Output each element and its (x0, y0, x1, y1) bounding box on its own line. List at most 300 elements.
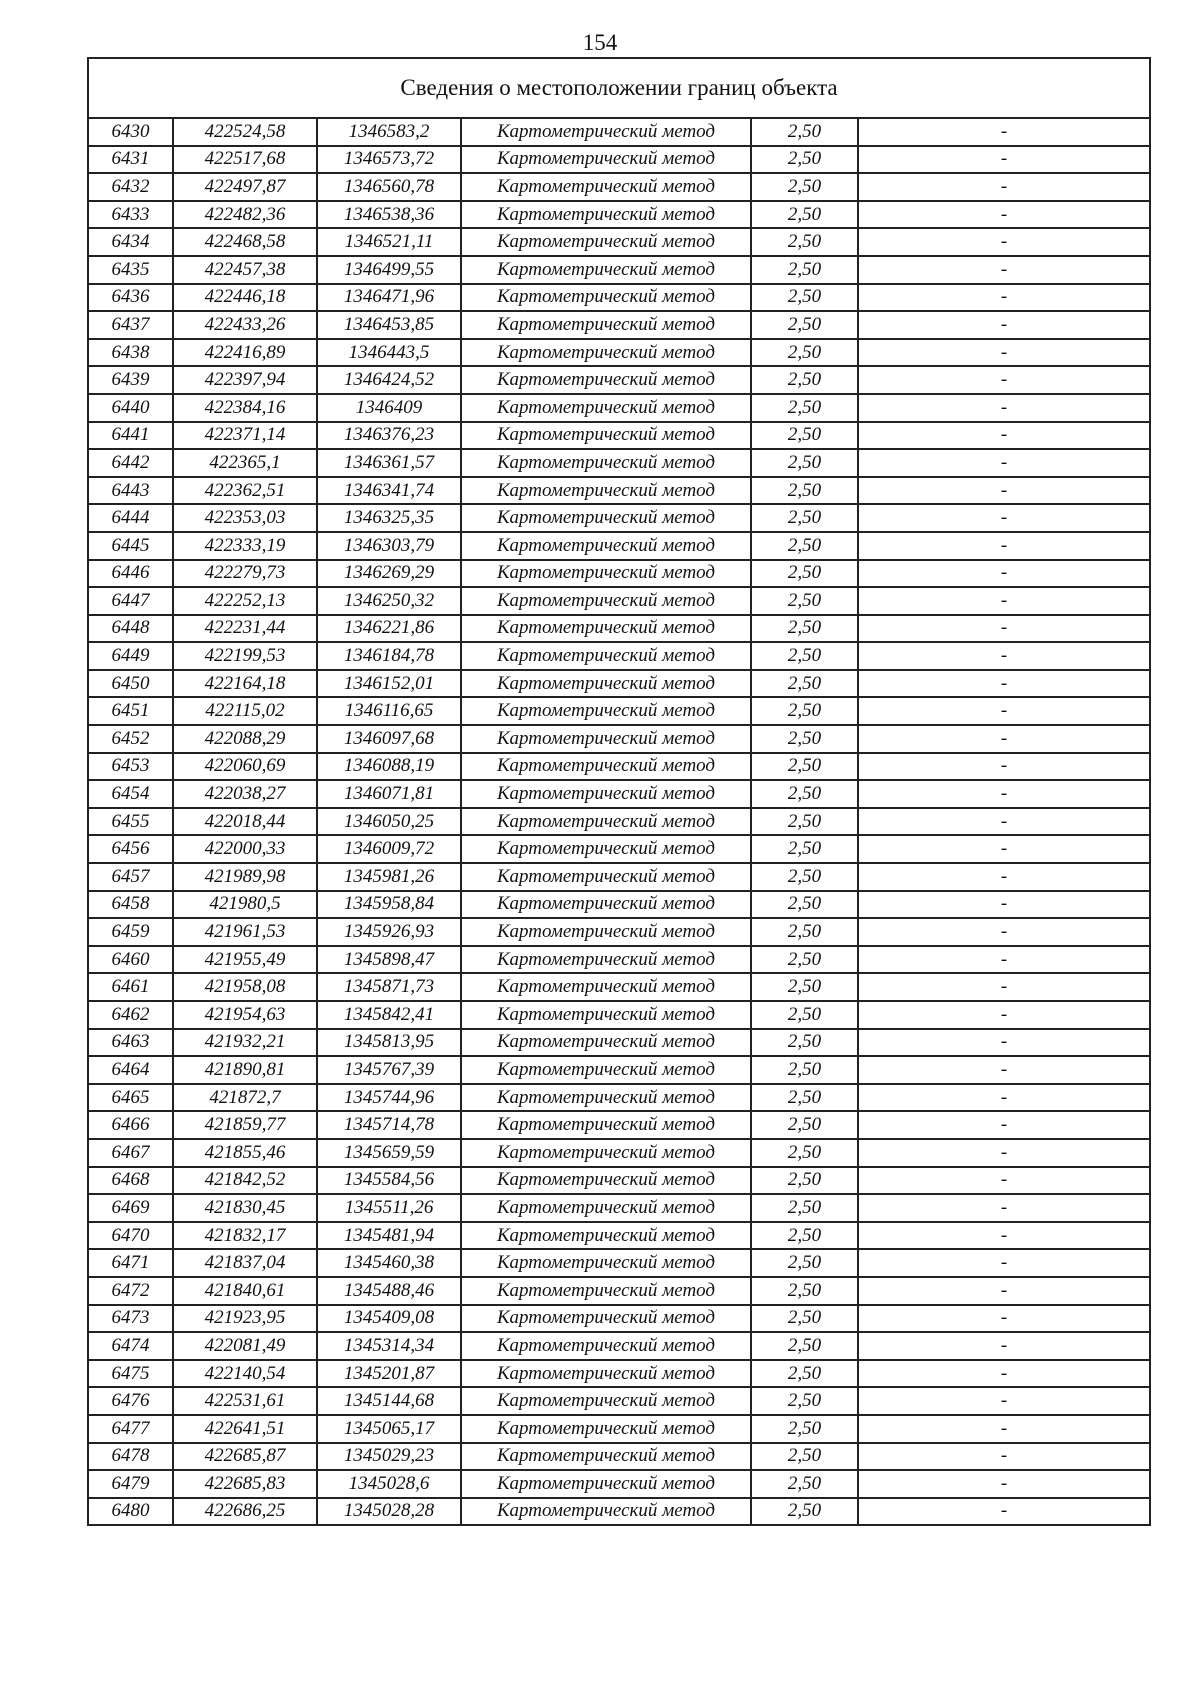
point-number-cell: 6462 (88, 1001, 173, 1029)
coord-y-cell: 1345201,87 (317, 1360, 461, 1388)
coord-x-cell: 422482,36 (173, 201, 317, 229)
method-cell: Картометрический метод (461, 1056, 751, 1084)
accuracy-cell: 2,50 (751, 973, 858, 1001)
point-number-cell: 6469 (88, 1194, 173, 1222)
description-cell: - (858, 753, 1150, 781)
description-cell: - (858, 1443, 1150, 1471)
coord-x-cell: 422252,13 (173, 587, 317, 615)
coord-y-cell: 1346583,2 (317, 118, 461, 146)
coord-y-cell: 1345871,73 (317, 973, 461, 1001)
description-cell: - (858, 560, 1150, 588)
point-number-cell: 6471 (88, 1249, 173, 1277)
method-cell: Картометрический метод (461, 477, 751, 505)
description-cell: - (858, 1056, 1150, 1084)
accuracy-cell: 2,50 (751, 1111, 858, 1139)
coord-x-cell: 422164,18 (173, 670, 317, 698)
accuracy-cell: 2,50 (751, 1001, 858, 1029)
description-cell: - (858, 173, 1150, 201)
coord-y-cell: 1345029,23 (317, 1443, 461, 1471)
accuracy-cell: 2,50 (751, 946, 858, 974)
table-row (88, 1056, 1150, 1084)
coord-y-cell: 1346361,57 (317, 449, 461, 477)
coord-x-cell: 422685,83 (173, 1470, 317, 1498)
description-cell: - (858, 1387, 1150, 1415)
coord-x-cell: 422081,49 (173, 1332, 317, 1360)
accuracy-cell: 2,50 (751, 477, 858, 505)
coord-y-cell: 1345028,6 (317, 1470, 461, 1498)
coord-y-cell: 1345314,34 (317, 1332, 461, 1360)
description-cell: - (858, 725, 1150, 753)
table-row (88, 1167, 1150, 1195)
method-cell: Картометрический метод (461, 697, 751, 725)
table-row (88, 1029, 1150, 1057)
coord-x-cell: 422524,58 (173, 118, 317, 146)
description-cell: - (858, 697, 1150, 725)
coord-x-cell: 421961,53 (173, 918, 317, 946)
coord-x-cell: 421890,81 (173, 1056, 317, 1084)
coord-y-cell: 1345659,59 (317, 1139, 461, 1167)
method-cell: Картометрический метод (461, 1470, 751, 1498)
method-cell: Картометрический метод (461, 1249, 751, 1277)
accuracy-cell: 2,50 (751, 422, 858, 450)
description-cell: - (858, 835, 1150, 863)
point-number-cell: 6440 (88, 394, 173, 422)
accuracy-cell: 2,50 (751, 1222, 858, 1250)
page-number: 154 (582, 30, 618, 55)
point-number-cell: 6451 (88, 697, 173, 725)
method-cell: Картометрический метод (461, 1222, 751, 1250)
method-cell: Картометрический метод (461, 1277, 751, 1305)
point-number-cell: 6461 (88, 973, 173, 1001)
table-row (88, 753, 1150, 781)
table-row (88, 863, 1150, 891)
accuracy-cell: 2,50 (751, 1029, 858, 1057)
accuracy-cell: 2,50 (751, 1056, 858, 1084)
coord-x-cell: 421955,49 (173, 946, 317, 974)
accuracy-cell: 2,50 (751, 366, 858, 394)
coord-y-cell: 1346116,65 (317, 697, 461, 725)
point-number-cell: 6454 (88, 780, 173, 808)
coord-x-cell: 422353,03 (173, 504, 317, 532)
table-row (88, 394, 1150, 422)
coord-x-cell: 422685,87 (173, 1443, 317, 1471)
method-cell: Картометрический метод (461, 1360, 751, 1388)
description-cell: - (858, 1305, 1150, 1333)
coord-y-cell: 1345744,96 (317, 1084, 461, 1112)
point-number-cell: 6480 (88, 1498, 173, 1526)
table-row (88, 449, 1150, 477)
table-title: Сведения о местоположении границ объекта (88, 58, 1150, 118)
point-number-cell: 6433 (88, 201, 173, 229)
description-cell: - (858, 1415, 1150, 1443)
accuracy-cell: 2,50 (751, 339, 858, 367)
table-row (88, 1387, 1150, 1415)
point-number-cell: 6457 (88, 863, 173, 891)
table-row (88, 228, 1150, 256)
coord-x-cell: 421958,08 (173, 973, 317, 1001)
accuracy-cell: 2,50 (751, 284, 858, 312)
method-cell: Картометрический метод (461, 587, 751, 615)
method-cell: Картометрический метод (461, 1029, 751, 1057)
description-cell: - (858, 615, 1150, 643)
coord-y-cell: 1346009,72 (317, 835, 461, 863)
method-cell: Картометрический метод (461, 532, 751, 560)
description-cell: - (858, 366, 1150, 394)
point-number-cell: 6455 (88, 808, 173, 836)
method-cell: Картометрический метод (461, 256, 751, 284)
description-cell: - (858, 1249, 1150, 1277)
method-cell: Картометрический метод (461, 118, 751, 146)
accuracy-cell: 2,50 (751, 1443, 858, 1471)
coord-x-cell: 422497,87 (173, 173, 317, 201)
coord-y-cell: 1346560,78 (317, 173, 461, 201)
point-number-cell: 6472 (88, 1277, 173, 1305)
description-cell: - (858, 1139, 1150, 1167)
table-row (88, 366, 1150, 394)
coord-y-cell: 1345898,47 (317, 946, 461, 974)
accuracy-cell: 2,50 (751, 753, 858, 781)
accuracy-cell: 2,50 (751, 1139, 858, 1167)
point-number-cell: 6464 (88, 1056, 173, 1084)
accuracy-cell: 2,50 (751, 1470, 858, 1498)
method-cell: Картометрический метод (461, 284, 751, 312)
point-number-cell: 6468 (88, 1167, 173, 1195)
coord-y-cell: 1345813,95 (317, 1029, 461, 1057)
description-cell: - (858, 587, 1150, 615)
coord-x-cell: 422433,26 (173, 311, 317, 339)
coord-y-cell: 1346250,32 (317, 587, 461, 615)
coord-x-cell: 421923,95 (173, 1305, 317, 1333)
method-cell: Картометрический метод (461, 1498, 751, 1526)
table-row (88, 1332, 1150, 1360)
description-cell: - (858, 891, 1150, 919)
coord-y-cell: 1345144,68 (317, 1387, 461, 1415)
coord-x-cell: 421837,04 (173, 1249, 317, 1277)
coord-x-cell: 421980,5 (173, 891, 317, 919)
table-row (88, 1415, 1150, 1443)
method-cell: Картометрический метод (461, 1139, 751, 1167)
accuracy-cell: 2,50 (751, 863, 858, 891)
coord-y-cell: 1346341,74 (317, 477, 461, 505)
point-number-cell: 6448 (88, 615, 173, 643)
coord-y-cell: 1346097,68 (317, 725, 461, 753)
method-cell: Картометрический метод (461, 1415, 751, 1443)
coord-x-cell: 422531,61 (173, 1387, 317, 1415)
coord-x-cell: 422231,44 (173, 615, 317, 643)
point-number-cell: 6470 (88, 1222, 173, 1250)
point-number-cell: 6441 (88, 422, 173, 450)
accuracy-cell: 2,50 (751, 697, 858, 725)
coord-x-cell: 422060,69 (173, 753, 317, 781)
coord-x-cell: 421830,45 (173, 1194, 317, 1222)
point-number-cell: 6453 (88, 753, 173, 781)
accuracy-cell: 2,50 (751, 1277, 858, 1305)
coord-y-cell: 1345488,46 (317, 1277, 461, 1305)
method-cell: Картометрический метод (461, 780, 751, 808)
coord-y-cell: 1345584,56 (317, 1167, 461, 1195)
table-row (88, 1249, 1150, 1277)
coord-x-cell: 422365,1 (173, 449, 317, 477)
coord-y-cell: 1345065,17 (317, 1415, 461, 1443)
coord-y-cell: 1346184,78 (317, 642, 461, 670)
accuracy-cell: 2,50 (751, 173, 858, 201)
method-cell: Картометрический метод (461, 1387, 751, 1415)
table-row (88, 1470, 1150, 1498)
point-number-cell: 6458 (88, 891, 173, 919)
method-cell: Картометрический метод (461, 1111, 751, 1139)
coord-y-cell: 1345481,94 (317, 1222, 461, 1250)
point-number-cell: 6435 (88, 256, 173, 284)
method-cell: Картометрический метод (461, 973, 751, 1001)
point-number-cell: 6476 (88, 1387, 173, 1415)
coord-x-cell: 422333,19 (173, 532, 317, 560)
description-cell: - (858, 422, 1150, 450)
description-cell: - (858, 642, 1150, 670)
table-row (88, 642, 1150, 670)
accuracy-cell: 2,50 (751, 1332, 858, 1360)
method-cell: Картометрический метод (461, 808, 751, 836)
coord-y-cell: 1346453,85 (317, 311, 461, 339)
description-cell: - (858, 146, 1150, 174)
method-cell: Картометрический метод (461, 946, 751, 974)
coord-x-cell: 422199,53 (173, 642, 317, 670)
description-cell: - (858, 477, 1150, 505)
coord-y-cell: 1346521,11 (317, 228, 461, 256)
table-row (88, 339, 1150, 367)
method-cell: Картометрический метод (461, 339, 751, 367)
accuracy-cell: 2,50 (751, 118, 858, 146)
description-cell: - (858, 670, 1150, 698)
accuracy-cell: 2,50 (751, 394, 858, 422)
coord-x-cell: 421872,7 (173, 1084, 317, 1112)
coord-y-cell: 1346538,36 (317, 201, 461, 229)
table-row (88, 808, 1150, 836)
coord-x-cell: 422416,89 (173, 339, 317, 367)
point-number-cell: 6438 (88, 339, 173, 367)
coord-x-cell: 421932,21 (173, 1029, 317, 1057)
coord-y-cell: 1346443,5 (317, 339, 461, 367)
coord-x-cell: 421832,17 (173, 1222, 317, 1250)
table-row (88, 615, 1150, 643)
table-row (88, 670, 1150, 698)
coord-x-cell: 421954,63 (173, 1001, 317, 1029)
point-number-cell: 6447 (88, 587, 173, 615)
table-row (88, 504, 1150, 532)
description-cell: - (858, 504, 1150, 532)
coord-y-cell: 1346269,29 (317, 560, 461, 588)
point-number-cell: 6434 (88, 228, 173, 256)
coord-x-cell: 422018,44 (173, 808, 317, 836)
method-cell: Картометрический метод (461, 146, 751, 174)
description-cell: - (858, 973, 1150, 1001)
accuracy-cell: 2,50 (751, 780, 858, 808)
coord-x-cell: 422115,02 (173, 697, 317, 725)
accuracy-cell: 2,50 (751, 146, 858, 174)
coord-x-cell: 422088,29 (173, 725, 317, 753)
point-number-cell: 6467 (88, 1139, 173, 1167)
table-row (88, 1084, 1150, 1112)
method-cell: Картометрический метод (461, 1084, 751, 1112)
coord-y-cell: 1345842,41 (317, 1001, 461, 1029)
table-row (88, 918, 1150, 946)
description-cell: - (858, 228, 1150, 256)
description-cell: - (858, 780, 1150, 808)
method-cell: Картометрический метод (461, 1305, 751, 1333)
coord-y-cell: 1346071,81 (317, 780, 461, 808)
coord-y-cell: 1345460,38 (317, 1249, 461, 1277)
coord-x-cell: 422397,94 (173, 366, 317, 394)
table-row (88, 1139, 1150, 1167)
coord-x-cell: 421855,46 (173, 1139, 317, 1167)
point-number-cell: 6445 (88, 532, 173, 560)
method-cell: Картометрический метод (461, 422, 751, 450)
point-number-cell: 6474 (88, 1332, 173, 1360)
table-row (88, 256, 1150, 284)
coord-x-cell: 422457,38 (173, 256, 317, 284)
table-row (88, 835, 1150, 863)
accuracy-cell: 2,50 (751, 1305, 858, 1333)
coord-x-cell: 422517,68 (173, 146, 317, 174)
accuracy-cell: 2,50 (751, 725, 858, 753)
description-cell: - (858, 449, 1150, 477)
table-row (88, 946, 1150, 974)
coord-x-cell: 421989,98 (173, 863, 317, 891)
accuracy-cell: 2,50 (751, 560, 858, 588)
method-cell: Картометрический метод (461, 394, 751, 422)
description-cell: - (858, 1498, 1150, 1526)
method-cell: Картометрический метод (461, 1332, 751, 1360)
coord-x-cell: 422446,18 (173, 284, 317, 312)
coord-x-cell: 422641,51 (173, 1415, 317, 1443)
coord-y-cell: 1346325,35 (317, 504, 461, 532)
accuracy-cell: 2,50 (751, 1498, 858, 1526)
coord-x-cell: 422686,25 (173, 1498, 317, 1526)
coord-x-cell: 422384,16 (173, 394, 317, 422)
point-number-cell: 6439 (88, 366, 173, 394)
accuracy-cell: 2,50 (751, 532, 858, 560)
description-cell: - (858, 118, 1150, 146)
description-cell: - (858, 808, 1150, 836)
point-number-cell: 6432 (88, 173, 173, 201)
description-cell: - (858, 1029, 1150, 1057)
table-row (88, 1001, 1150, 1029)
coord-y-cell: 1346471,96 (317, 284, 461, 312)
method-cell: Картометрический метод (461, 918, 751, 946)
point-number-cell: 6430 (88, 118, 173, 146)
description-cell: - (858, 1470, 1150, 1498)
coord-y-cell: 1345028,28 (317, 1498, 461, 1526)
point-number-cell: 6459 (88, 918, 173, 946)
method-cell: Картометрический метод (461, 863, 751, 891)
table-row (88, 1443, 1150, 1471)
accuracy-cell: 2,50 (751, 256, 858, 284)
accuracy-cell: 2,50 (751, 1360, 858, 1388)
coord-y-cell: 1346050,25 (317, 808, 461, 836)
accuracy-cell: 2,50 (751, 835, 858, 863)
description-cell: - (858, 339, 1150, 367)
point-number-cell: 6479 (88, 1470, 173, 1498)
description-cell: - (858, 918, 1150, 946)
point-number-cell: 6444 (88, 504, 173, 532)
coord-y-cell: 1345958,84 (317, 891, 461, 919)
description-cell: - (858, 201, 1150, 229)
table-title-row (88, 58, 1150, 118)
description-cell: - (858, 284, 1150, 312)
description-cell: - (858, 1084, 1150, 1112)
accuracy-cell: 2,50 (751, 642, 858, 670)
table-row (88, 1498, 1150, 1526)
table-row (88, 725, 1150, 753)
coord-y-cell: 1346088,19 (317, 753, 461, 781)
accuracy-cell: 2,50 (751, 201, 858, 229)
coord-x-cell: 422140,54 (173, 1360, 317, 1388)
table-row (88, 891, 1150, 919)
boundary-coordinates-table (87, 57, 1151, 1526)
coord-y-cell: 1345981,26 (317, 863, 461, 891)
coord-y-cell: 1346303,79 (317, 532, 461, 560)
accuracy-cell: 2,50 (751, 1249, 858, 1277)
description-cell: - (858, 1332, 1150, 1360)
point-number-cell: 6460 (88, 946, 173, 974)
table-row (88, 560, 1150, 588)
description-cell: - (858, 1111, 1150, 1139)
coord-x-cell: 422371,14 (173, 422, 317, 450)
coord-x-cell: 422000,33 (173, 835, 317, 863)
point-number-cell: 6466 (88, 1111, 173, 1139)
accuracy-cell: 2,50 (751, 504, 858, 532)
description-cell: - (858, 1167, 1150, 1195)
accuracy-cell: 2,50 (751, 891, 858, 919)
coord-x-cell: 422038,27 (173, 780, 317, 808)
table-body (88, 58, 1150, 1525)
point-number-cell: 6452 (88, 725, 173, 753)
table-row (88, 697, 1150, 725)
table-row (88, 173, 1150, 201)
table-row (88, 1111, 1150, 1139)
table-row (88, 422, 1150, 450)
coord-y-cell: 1345926,93 (317, 918, 461, 946)
table-row (88, 587, 1150, 615)
coord-y-cell: 1345714,78 (317, 1111, 461, 1139)
coord-x-cell: 421842,52 (173, 1167, 317, 1195)
accuracy-cell: 2,50 (751, 1387, 858, 1415)
coord-x-cell: 422279,73 (173, 560, 317, 588)
method-cell: Картометрический метод (461, 835, 751, 863)
accuracy-cell: 2,50 (751, 311, 858, 339)
table-row (88, 1305, 1150, 1333)
table-row (88, 311, 1150, 339)
method-cell: Картометрический метод (461, 670, 751, 698)
method-cell: Картометрический метод (461, 891, 751, 919)
point-number-cell: 6436 (88, 284, 173, 312)
coord-y-cell: 1345511,26 (317, 1194, 461, 1222)
point-number-cell: 6446 (88, 560, 173, 588)
description-cell: - (858, 394, 1150, 422)
description-cell: - (858, 1277, 1150, 1305)
point-number-cell: 6475 (88, 1360, 173, 1388)
method-cell: Картометрический метод (461, 615, 751, 643)
coord-x-cell: 421840,61 (173, 1277, 317, 1305)
accuracy-cell: 2,50 (751, 228, 858, 256)
coord-y-cell: 1346376,23 (317, 422, 461, 450)
method-cell: Картометрический метод (461, 1001, 751, 1029)
description-cell: - (858, 1194, 1150, 1222)
description-cell: - (858, 863, 1150, 891)
accuracy-cell: 2,50 (751, 587, 858, 615)
method-cell: Картометрический метод (461, 1194, 751, 1222)
description-cell: - (858, 256, 1150, 284)
accuracy-cell: 2,50 (751, 670, 858, 698)
